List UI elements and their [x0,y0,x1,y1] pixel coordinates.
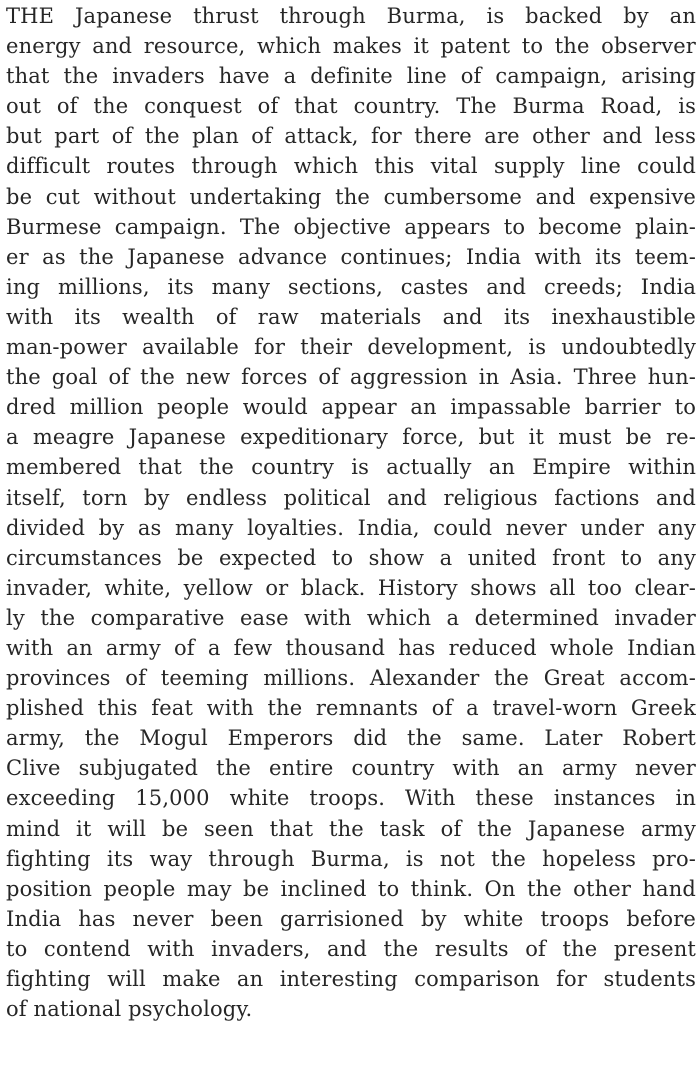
text-line-5: but part of the plan of attack, for there are other and less [6,124,696,149]
text-line-12: man-power available for their development, is undoubtedly [6,335,696,360]
text-line-16: membered that the country is actually an Empire within [6,455,696,480]
text-line-18: divided by as many loyalties. India, could never under any [6,515,696,540]
text-line-13: the goal of the new forces of aggression in Asia. Three hun- [6,365,696,390]
text-line-8: Burmese campaign. The objective appears to become plain- [6,214,696,239]
text-line-7: be cut without undertaking the cumbersome and expensive [6,184,696,209]
text-line-31: India has never been garrisioned by white troops before [6,906,696,931]
text-line-23: provinces of teeming millions. Alexander the Great accom- [6,666,696,691]
text-line-25: army, the Mogul Emperors did the same. Later Robert [6,726,696,751]
text-line-6: difficult routes through which this vital supply line could [6,154,696,179]
text-line-21: ly the comparative ease with which a determined invader [6,605,696,630]
text-line-30: position people may be inclined to think. On the other hand [6,876,696,901]
text-line-14: dred million people would appear an impassable barrier to [6,395,696,420]
text-line-29: fighting its way through Burma, is not the hopeless pro- [6,846,696,871]
text-line-33: fighting will make an interesting comparison for students [6,967,696,991]
text-line-1: THE Japanese thrust through Burma, is backed by an [6,4,696,28]
text-line-15: a meagre Japanese expeditionary force, but it must be re- [6,425,696,450]
text-line-3: that the invaders have a definite line of campaign, arising [6,64,696,89]
text-line-10: ing millions, its many sections, castes and creeds; India [6,274,696,299]
article-paragraph [6,1,696,1024]
text-line-9: er as the Japanese advance continues; India with its teem- [6,244,696,269]
text-line-19: circumstances be expected to show a united front to any [6,545,696,570]
text-line-22: with an army of a few thousand has reduced whole Indian [6,635,696,660]
text-line-2: energy and resource, which makes it patent to the observer [6,34,696,59]
text-line-20: invader, white, yellow or black. History shows all too clear- [6,575,696,600]
text-line-28: mind it will be seen that the task of the Japanese army [6,816,696,841]
text-line-34: of national psychology. [6,997,253,1022]
text-line-32: to contend with invaders, and the results of the present [6,936,696,961]
text-line-24: plished this feat with the remnants of a travel-worn Greek [6,696,696,721]
text-line-27: exceeding 15,000 white troops. With these instances in [6,786,696,811]
text-line-4: out of the conquest of that country. The Burma Road, is [6,94,696,119]
text-line-26: Clive subjugated the entire country with an army never [6,756,696,781]
text-line-17: itself, torn by endless political and religious factions and [6,485,696,510]
text-line-11: with its wealth of raw materials and its inexhaustible [6,304,696,329]
